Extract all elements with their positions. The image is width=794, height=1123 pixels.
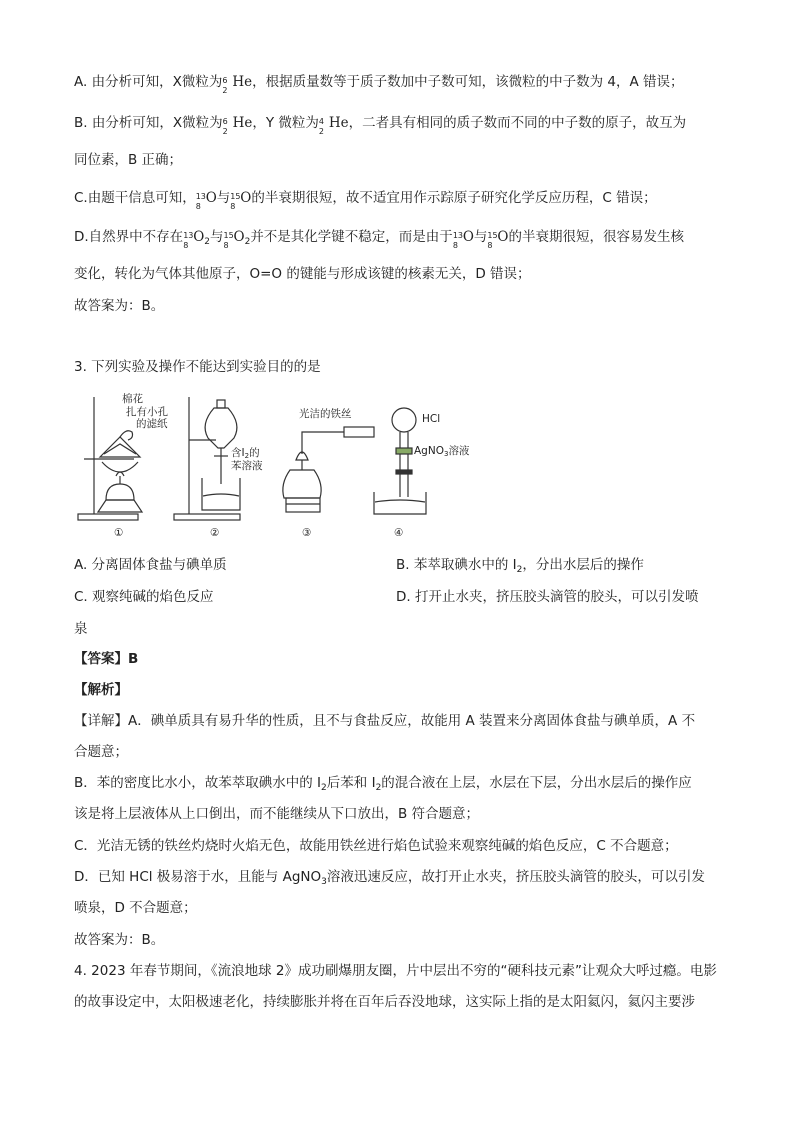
label-hcl: HCl <box>422 413 441 425</box>
label-i2: 含I2的 <box>231 447 260 460</box>
option-d: D. 打开止水夹，挤压胶头滴管的胶头，可以引发喷 <box>396 589 699 605</box>
detail-d-cont: 喷泉，D 不合题意； <box>74 900 197 916</box>
detail-c: C．光洁无锈的铁丝灼烧时火焰无色，故能用铁丝进行焰色试验来观察纯碱的焰色反应，C 不合题意； <box>74 838 678 854</box>
isotope-o13: 13 8 <box>183 231 194 250</box>
question-3-answer: 故答案为：B。 <box>74 932 165 948</box>
isotope-o13: 13 8 <box>452 231 463 250</box>
isotope-he6: 6 2 <box>222 117 228 136</box>
label-n3: ③ <box>302 527 312 539</box>
solution-b-line2: 同位素，B 正确； <box>74 152 183 168</box>
label-n4: ④ <box>394 527 404 539</box>
isotope-o15: 15 8 <box>487 231 498 250</box>
label-agno3: AgNO3溶液 <box>414 445 470 458</box>
label-cotton: 棉花 <box>122 393 143 405</box>
label-filter-1: 扎有小孔 <box>126 406 168 418</box>
detail-a-cont: 合题意； <box>74 744 128 760</box>
apparatus-figure <box>74 392 474 542</box>
solution-d-line2: 变化，转化为气体其他原子，O=O 的键能与形成该键的核素无关，D 错误； <box>74 266 531 282</box>
isotope-o13: 13 8 <box>195 192 206 211</box>
solution-a-line: A. 由分析可知，X微粒为 6 2 He，根据质量数等于质子数加中子数可知，该微粒的中子数为 4，A 错误； <box>74 74 684 95</box>
question-4-line-1: 4. 2023 年春节期间，《流浪地球 2》成功刷爆朋友圈，片中层出不穷的“硬科技元素”让观众大呼过瘾。电影 <box>74 963 717 979</box>
apparatus-4 <box>374 408 426 514</box>
option-d-cont: 泉 <box>74 621 88 637</box>
question-3-stem: 3. 下列实验及操作不能达到实验目的的是 <box>74 359 321 375</box>
option-b: B. 苯萃取碘水中的 $I_2$，分出水层后的操作 <box>396 557 644 575</box>
isotope-o15: 15 8 <box>223 231 234 250</box>
isotope-he4: 4 2 <box>318 117 324 136</box>
apparatus-3 <box>283 427 374 512</box>
solution-b-line: B. 由分析可知，X微粒为 6 2 He，Y 微粒为 4 2 He，二者具有相同的质子数而不同的中子数的原子，故互为 <box>74 115 687 136</box>
solution-d-line: D.自然界中不存在 13 8 $O_2$与 15 8 $O_2$并不是其化学键不稳定，而是由于 13 8 O与 15 8 O的半衰期很短，很容易发生核 <box>74 229 684 250</box>
option-c: C. 观察纯碱的焰色反应 <box>74 589 214 605</box>
isotope-he6: 6 2 <box>222 76 228 95</box>
isotope-o15: 15 8 <box>230 192 241 211</box>
label-filter-2: 的滤纸 <box>136 418 168 430</box>
label-n2: ② <box>210 527 220 539</box>
detail-d: D．已知 HCl 极易溶于水，且能与 AgNO$_3$溶液迅速反应，故打开止水夹，挤压胶头滴管的胶头，可以引发 <box>74 869 705 887</box>
detail-b-cont: 该是将上层液体从上口倒出，而不能继续从下口放出，B 符合题意； <box>74 806 480 822</box>
option-a: A. 分离固体食盐与碘单质 <box>74 557 227 573</box>
solution-c-line: C.由题干信息可知， 13 8 O与 15 8 O的半衰期很短，故不适宜用作示踪原子研究化学反应历程，C 错误； <box>74 190 657 211</box>
detail-b: B．苯的密度比水小，故苯萃取碘水中的 $I_2$后苯和 $I_2$的混合液在上层，水层在下层，分出水层后的操作应 <box>74 775 692 793</box>
detail-a: 【详解】A．碘单质具有易升华的性质，且不与食盐反应，故能用 A 装置来分离固体食盐与碘单质，A 不 <box>74 713 696 729</box>
label-n1: ① <box>114 527 124 539</box>
label-benzene: 苯溶液 <box>231 460 263 472</box>
question-4-line-2: 的故事设定中，太阳极速老化，持续膨胀并将在百年后吞没地球，这实际上指的是太阳氦闪，氦闪主要涉 <box>74 994 695 1010</box>
solution-answer: 故答案为：B。 <box>74 298 165 314</box>
analysis-tag: 【解析】 <box>74 682 128 698</box>
answer-tag: 【答案】B <box>74 651 139 667</box>
label-wire: 光洁的铁丝 <box>299 408 352 420</box>
